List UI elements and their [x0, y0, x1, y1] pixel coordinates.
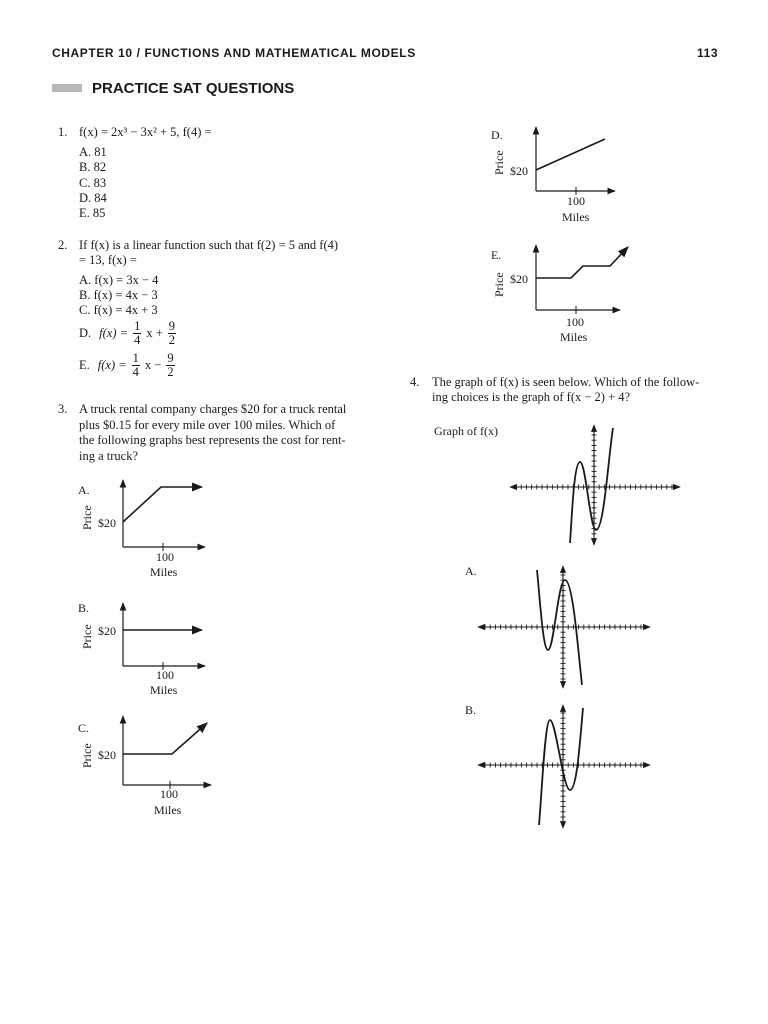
q3-graph-a-letter: A. — [78, 483, 90, 497]
q1-choice-b: B. 82 — [79, 160, 107, 174]
x-axis-label: Miles — [150, 565, 178, 579]
q2-d-letter: D. — [79, 326, 92, 340]
x-tick-label-100: 100 — [566, 315, 584, 329]
q4-choice-a-letter: A. — [465, 564, 477, 578]
q4-number: 4. — [410, 375, 420, 389]
running-header: CHAPTER 10 / FUNCTIONS AND MATHEMATICAL MODELS — [52, 46, 416, 60]
q2-number: 2. — [58, 238, 68, 252]
q4-graph-fx — [434, 424, 680, 545]
q1-number: 1. — [58, 125, 68, 139]
x-tick-label-100: 100 — [160, 787, 178, 801]
y-label-20: $20 — [510, 272, 528, 286]
x-tick-label-100: 100 — [156, 668, 174, 682]
y-label-20: $20 — [98, 516, 116, 530]
x-axis-label: Miles — [150, 683, 178, 697]
y-axis-label: Price — [492, 150, 506, 175]
y-axis-label: Price — [80, 624, 94, 649]
q3-graph-c — [78, 716, 211, 817]
q2-prompt-line1: If f(x) is a linear function such that f(2) = 5 and f(4) — [79, 238, 339, 252]
frac-denominator: 2 — [168, 333, 175, 347]
q2-choice-c: C. f(x) = 4x + 3 — [79, 303, 158, 317]
q4-graph-title: Graph of f(x) — [434, 424, 498, 438]
frac-denominator: 4 — [132, 365, 139, 379]
section-title: PRACTICE SAT QUESTIONS — [92, 80, 295, 97]
q2-d-lhs: f(x) = — [99, 326, 129, 340]
q3-line-3: the following graphs best represents the cost for rent- — [79, 433, 346, 447]
frac-numerator: 9 — [167, 351, 174, 365]
q2-choice-b: B. f(x) = 4x − 3 — [79, 288, 158, 302]
x-tick-label-100: 100 — [567, 194, 585, 208]
q4-choice-b-letter: B. — [465, 703, 477, 717]
frac-denominator: 4 — [134, 333, 141, 347]
q2-e-lhs: f(x) = — [97, 358, 127, 372]
frac-denominator: 2 — [167, 365, 174, 379]
q4-choice-b-graph — [465, 703, 650, 828]
q3-graph-d-letter: D. — [491, 128, 503, 142]
x-axis-label: Miles — [562, 210, 590, 224]
frac-numerator: 9 — [168, 319, 175, 333]
q1-choice-d: D. 84 — [79, 191, 107, 205]
q2-e-mid: x − — [144, 358, 162, 372]
q1-choice-c: C. 83 — [79, 176, 107, 190]
x-axis-label: Miles — [154, 803, 182, 817]
q3-graph-c-letter: C. — [78, 721, 90, 735]
curve-choice-b — [539, 708, 583, 825]
q3-graph-a — [78, 480, 205, 579]
y-label-20: $20 — [98, 748, 116, 762]
q3-graph-b — [78, 601, 205, 697]
x-tick-label-100: 100 — [156, 550, 174, 564]
y-axis-label: Price — [492, 272, 506, 297]
price-line — [536, 247, 628, 278]
y-axis-label: Price — [80, 743, 94, 768]
q2-e-letter: E. — [79, 358, 90, 372]
q4-prompt-line2: ing choices is the graph of f(x − 2) + 4? — [432, 390, 631, 404]
page-number: 113 — [697, 46, 719, 60]
q3-line-1: A truck rental company charges $20 for a truck rental — [79, 402, 347, 416]
q3-graph-e — [491, 245, 628, 344]
x-axis-label: Miles — [560, 330, 588, 344]
q4-choice-a-graph — [465, 564, 650, 688]
y-label-20: $20 — [98, 624, 116, 638]
q1-choice-e: E. 85 — [79, 206, 106, 220]
q3-number: 3. — [58, 402, 68, 416]
y-axis-label: Price — [80, 505, 94, 530]
frac-numerator: 1 — [134, 319, 141, 333]
q2-prompt-line2: = 13, f(x) = — [79, 253, 137, 267]
frac-numerator: 1 — [132, 351, 139, 365]
q2-d-mid: x + — [146, 326, 163, 340]
q1-choice-a: A. 81 — [79, 145, 107, 159]
q4-prompt-line1: The graph of f(x) is seen below. Which of the follow- — [432, 375, 700, 389]
q3-graph-d — [491, 127, 615, 224]
price-line — [123, 723, 207, 754]
price-line — [123, 487, 202, 522]
q3-graph-e-letter: E. — [491, 248, 502, 262]
q2-choice-a: A. f(x) = 3x − 4 — [79, 273, 159, 287]
q3-graph-b-letter: B. — [78, 601, 90, 615]
q3-line-4: ing a truck? — [79, 448, 139, 463]
q3-line-2: plus $0.15 for every mile over 100 miles. Which of — [79, 417, 336, 432]
q1-prompt: f(x) = 2x³ − 3x² + 5, f(4) = — [79, 125, 212, 139]
y-label-20: $20 — [510, 164, 528, 178]
price-line — [536, 139, 605, 170]
